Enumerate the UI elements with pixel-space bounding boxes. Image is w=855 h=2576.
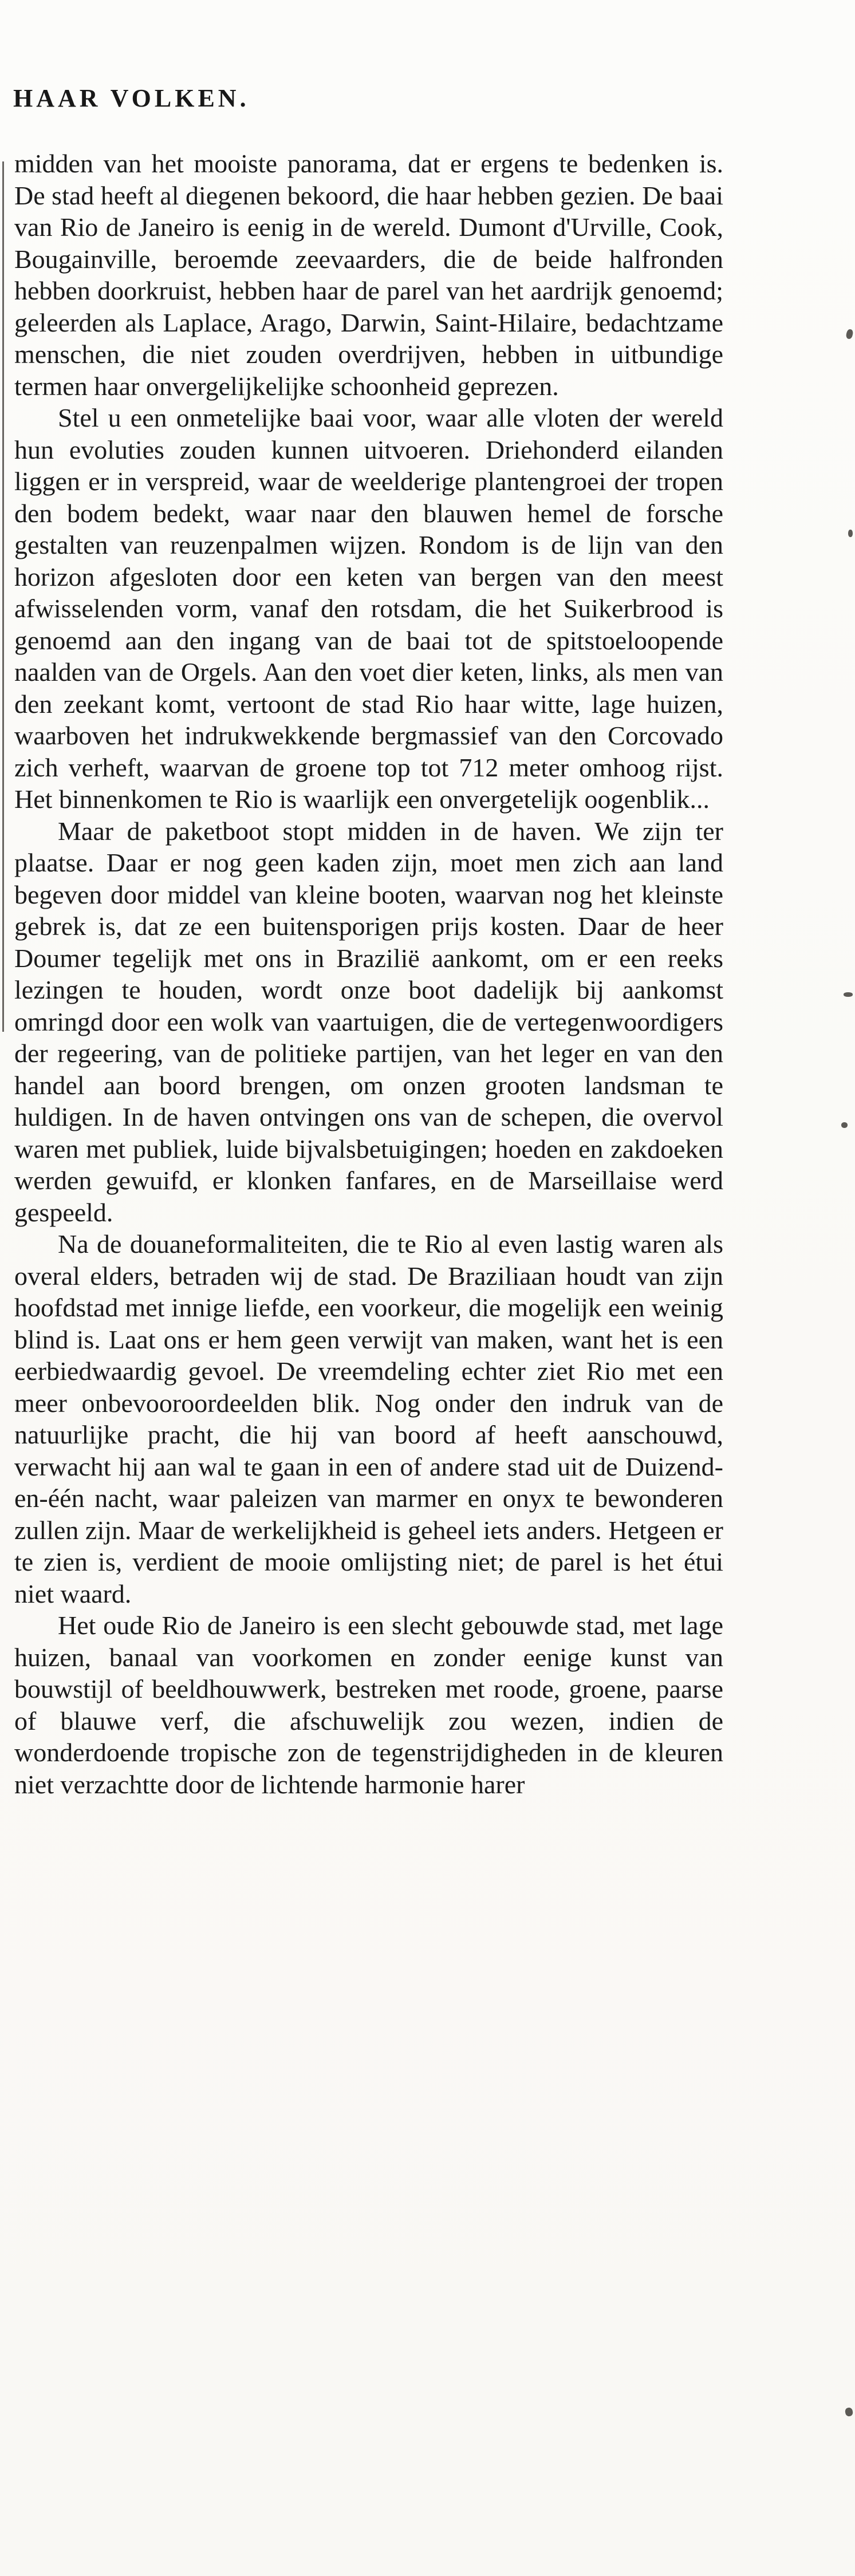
scan-artifact-speck xyxy=(848,530,853,537)
paragraph: Stel u een onmetelijke baai voor, waar alle vloten der wereld hun evoluties zouden kunnen uitvoeren. Driehonderd eilanden liggen er in verspreid, waar de weelderige plantengroei der tropen den bodem bedekt, waar naar den blauwen hemel de forsche gestalten van reuzenpalmen wijzen. Rondom is de lijn van den horizon afgesloten door een keten van bergen van den meest afwisselenden vorm, vanaf den rotsdam, die het Suikerbrood is genoemd aan den ingang van de baai tot de spitstoeloopende naalden van de Orgels. Aan den voet dier keten, links, als men van den zeekant komt, vertoont de stad Rio haar witte, lage huizen, waarboven het indrukwekkende bergmassief van den Corcovado zich verheft, waarvan de groene top tot 712 meter omhoog rijst. Het binnenkomen te Rio is waarlijk een onvergetelijk oogenblik... xyxy=(14,403,723,814)
page-text xyxy=(14,148,723,1800)
paragraph: Maar de paketboot stopt midden in de haven. We zijn ter plaatse. Daar er nog geen kaden zijn, moet men zich aan land begeven door middel van kleine booten, waarvan nog het kleinste gebrek is, dat ze een buitensporigen prijs kosten. Daar de heer Doumer tegelijk met ons in Brazilië aankomt, om er een reeks lezingen te houden, wordt onze boot dadelijk bij aankomst omringd door een wolk van vaartuigen, die de vertegenwoordigers der regeering, van de politieke partijen, van het leger en van den handel aan boord brengen, om onzen grooten landsman te huldigen. In de haven ontvingen ons van de schepen, die overvol waren met publiek, luide bijvalsbetuigingen; hoeden en zakdoeken werden gewuifd, er klonken fanfares, en de Marseillaise werd gespeeld. xyxy=(14,816,723,1227)
paragraph: Na de douaneformaliteiten, die te Rio al even lastig waren als overal elders, betraden wij de stad. De Braziliaan houdt van zijn hoofdstad met innige liefde, een voorkeur, die mogelijk een weinig blind is. Laat ons er hem geen verwijt van maken, want het is een eerbiedwaardig gevoel. De vreemdeling echter ziet Rio met een meer onbevooroordeelden blik. Nog onder den indruk van de natuurlijke pracht, die hij van boord af heeft aanschouwd, verwacht hij aan wal te gaan in een of andere stad uit de Duizend-en-één nacht, waar paleizen van marmer en onyx te bewonderen zullen zijn. Maar de werkelijkheid is geheel iets anders. Hetgeen er te zien is, verdient de mooie omlijsting niet; de parel is het étui niet waard. xyxy=(14,1229,723,1608)
scan-artifact-speck xyxy=(845,2407,853,2417)
paragraph: Het oude Rio de Janeiro is een slecht gebouwde stad, met lage huizen, banaal van voorkomen en zonder eenige kunst van bouwstijl of beeldhouwwerk, bestreken met roode, groene, paarse of blauwe verf, die afschuwelijk zou wezen, indien de wonderdoende tropische zon de tegenstrijdigheden in de kleuren niet verzachtte door de lichtende harmonie harer xyxy=(14,1611,723,1799)
scan-artifact-speck xyxy=(844,992,853,997)
scan-artifact-speck xyxy=(845,329,853,340)
scan-artifact-line xyxy=(2,161,4,1032)
paragraph: midden van het mooiste panorama, dat er ergens te bedenken is. De stad heeft al diegenen bekoord, die haar hebben gezien. De baai van Rio de Janeiro is eenig in de wereld. Dumont d'Urville, Cook, Bougainville, beroemde zeevaarders, die de beide halfronden hebben doorkruist, hebben haar de parel van het aardrijk genoemd; geleerden als Laplace, Arago, Darwin, Saint-Hilaire, bedachtzame menschen, die niet zouden overdrijven, hebben in uitbundige termen haar onvergelijkelijke schoonheid geprezen. xyxy=(14,149,723,401)
scan-artifact-speck xyxy=(841,1122,848,1128)
running-header: HAAR VOLKEN. xyxy=(13,84,250,112)
